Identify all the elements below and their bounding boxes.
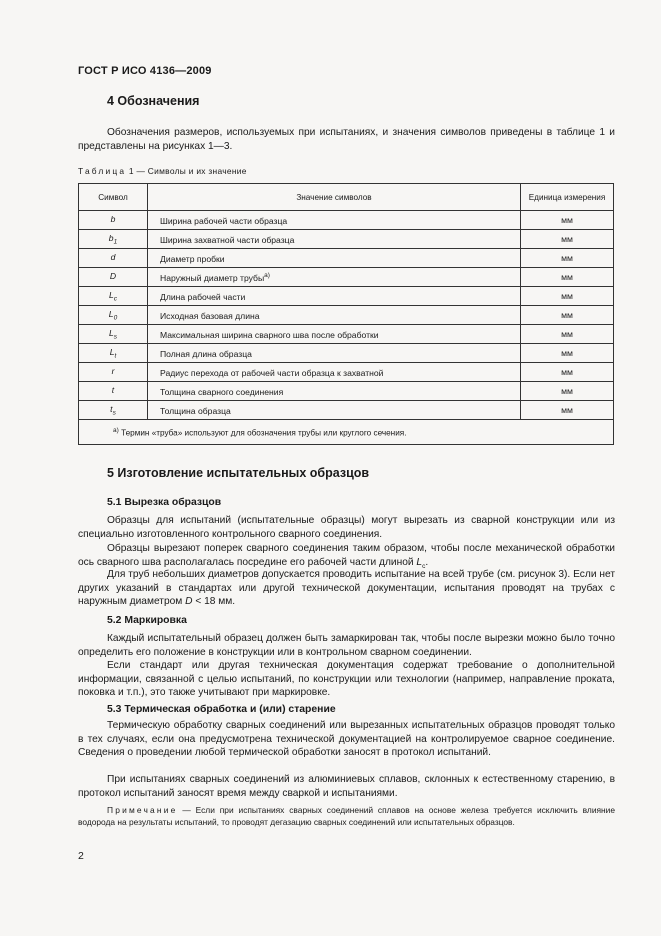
meaning-text: Ширина рабочей части образца xyxy=(160,215,288,226)
symbol-letter: r xyxy=(111,365,115,376)
meaning-text: Максимальная ширина сварного шва после обработки xyxy=(160,329,379,340)
subsection-5-1-title: 5.1 Вырезка образцов xyxy=(107,497,222,508)
table-caption-text: 1 — Символы и их значение xyxy=(128,166,247,176)
table-footnote-row xyxy=(79,420,614,445)
symbol-cell xyxy=(79,382,148,401)
symbol-cell xyxy=(79,268,148,287)
table-row xyxy=(79,306,614,325)
symbol-cell xyxy=(79,306,148,325)
unit-cell: мм xyxy=(521,401,614,420)
meaning-cell xyxy=(148,211,521,230)
symbols-table xyxy=(78,183,614,445)
section-4-paragraph: Обозначения размеров, используемых при испытаниях, и значения символов приведены в таблице 1 и представлены на рисунках 1—3. xyxy=(78,127,615,152)
table-caption-word: Таблица xyxy=(78,166,127,176)
note-block xyxy=(78,804,615,829)
symbol-letter: L xyxy=(108,308,114,319)
subsection-5-3-paragraph-2: При испытаниях сварных соединений из алюминиевых сплавов, склонных к естественному старению, в протокол испытаний заносят время между сваркой и испытаниями. xyxy=(78,774,615,799)
symbol-cell xyxy=(79,325,148,344)
symbol-cell xyxy=(79,287,148,306)
meaning-text: Диаметр пробки xyxy=(160,253,225,264)
subsection-5-3-title: 5.3 Термическая обработка и (или) старение xyxy=(107,704,336,715)
meaning-text: Толщина образца xyxy=(160,405,231,416)
meaning-text: Исходная базовая длина xyxy=(160,310,260,321)
symbol-letter: b xyxy=(110,213,116,224)
subsection-5-2-paragraph-2: Если стандарт или другая техническая документация содержат требование о дополнительной информации, связанной с целью испытаний, по конструкции или технологии (например, направление проката, поковка и т.п.), это также учитывают при маркировке. xyxy=(78,660,615,699)
unit-cell: мм xyxy=(521,363,614,382)
page-number: 2 xyxy=(78,850,84,862)
subsection-5-1-paragraph-1: Образцы для испытаний (испытательные образцы) могут вырезать из сварной конструкции или из специально изготовленного контрольного сварного соединения. xyxy=(78,515,615,540)
symbol-cell xyxy=(79,344,148,363)
table-row xyxy=(79,382,614,401)
symbol-letter: b xyxy=(108,232,114,243)
note-text: — Если при испытаниях сварных соединений сплавов на основе железа требуется исключить влияние водорода на результаты испытаний, то проводят дегазацию сварных соединений или испытательных образцов. xyxy=(78,805,615,828)
section-4-title: 4 Обозначения xyxy=(107,94,200,108)
symbol-letter: L xyxy=(109,346,115,357)
table-row xyxy=(79,230,614,249)
symbol-letter: D xyxy=(109,270,117,281)
table-row xyxy=(79,268,614,287)
meaning-cell xyxy=(148,344,521,363)
meaning-cell xyxy=(148,325,521,344)
symbol-subscript: s xyxy=(112,409,116,417)
meaning-cell xyxy=(148,363,521,382)
symbol-subscript: s xyxy=(113,333,118,341)
table-row xyxy=(79,363,614,382)
note-label: Примечание xyxy=(107,805,178,815)
meaning-cell xyxy=(148,287,521,306)
symbol-lc-subscript: c xyxy=(422,562,426,570)
unit-cell: мм xyxy=(521,211,614,230)
symbol-letter: t xyxy=(110,403,113,414)
symbol-letter: L xyxy=(108,327,114,338)
table-row xyxy=(79,249,614,268)
unit-cell: мм xyxy=(521,382,614,401)
table-row xyxy=(79,344,614,363)
paragraph-text-end: < 18 мм. xyxy=(192,596,236,608)
symbol-letter: L xyxy=(108,289,114,300)
footnote-mark: а) xyxy=(113,426,119,434)
meaning-text: Полная длина образца xyxy=(160,348,252,359)
unit-cell: мм xyxy=(521,325,614,344)
symbol-letter: d xyxy=(110,251,116,262)
symbol-subscript: 0 xyxy=(113,314,118,322)
meaning-text: Толщина сварного соединения xyxy=(160,386,284,397)
paragraph-text: Для труб небольших диаметров допускается проводить испытание на всей трубе (см. рисунок 3). Если нет других указаний в стандартах или другой технической документации, испытания проводят на трубах с наружным диаметром xyxy=(78,569,615,608)
meaning-cell xyxy=(148,249,521,268)
symbol-cell xyxy=(79,211,148,230)
table-footnote xyxy=(79,420,614,445)
subsection-5-2-title: 5.2 Маркировка xyxy=(107,615,187,626)
column-header-unit: Единица измерения xyxy=(521,184,614,211)
footnote-text: Термин «труба» используют для обозначения трубы или круглого сечения. xyxy=(121,428,407,438)
symbol-cell xyxy=(79,230,148,249)
subsection-5-1-paragraph-3 xyxy=(78,568,615,609)
column-header-meaning: Значение символов xyxy=(148,184,521,211)
symbol-subscript: 1 xyxy=(113,238,118,246)
meaning-text: Радиус перехода от рабочей части образца к захватной xyxy=(160,367,384,378)
symbol-subscript: c xyxy=(113,295,118,303)
table-body xyxy=(79,211,614,420)
table-header-row xyxy=(79,184,614,211)
symbol-cell xyxy=(79,363,148,382)
unit-cell: мм xyxy=(521,287,614,306)
meaning-cell xyxy=(148,401,521,420)
column-header-symbol: Символ xyxy=(79,184,148,211)
table-1-caption xyxy=(78,166,247,176)
unit-cell: мм xyxy=(521,268,614,287)
table-row xyxy=(79,325,614,344)
document-code-header: ГОСТ Р ИСО 4136—2009 xyxy=(78,65,212,77)
meaning-cell xyxy=(148,306,521,325)
symbol-lc: L xyxy=(416,556,423,568)
paragraph-text: Образцы вырезают поперек сварного соединения таким образом, чтобы после механической обработки ось сварного шва располагалась посредине его рабочей части длиной xyxy=(78,543,615,568)
symbol-subscript: t xyxy=(114,352,117,360)
unit-cell: мм xyxy=(521,249,614,268)
unit-cell: мм xyxy=(521,230,614,249)
table-row xyxy=(79,287,614,306)
meaning-cell xyxy=(148,268,521,287)
meaning-cell xyxy=(148,382,521,401)
meaning-text: Ширина захватной части образца xyxy=(160,234,295,245)
meaning-text: Длина рабочей части xyxy=(160,291,246,302)
unit-cell: мм xyxy=(521,344,614,363)
symbol-cell xyxy=(79,401,148,420)
meaning-footnote-ref: а) xyxy=(264,271,270,279)
paragraph-text-end: . xyxy=(425,556,429,568)
subsection-5-2-paragraph-1: Каждый испытательный образец должен быть замаркирован так, чтобы после вырезки можно было точно определить его положение в конструкции или в контрольном сварном соединении. xyxy=(78,633,615,658)
symbol-cell xyxy=(79,249,148,268)
symbol-letter: t xyxy=(111,384,115,395)
unit-cell: мм xyxy=(521,306,614,325)
table-row xyxy=(79,401,614,420)
table-row xyxy=(79,211,614,230)
section-5-title: 5 Изготовление испытательных образцов xyxy=(107,466,370,480)
symbol-d: D xyxy=(185,596,193,608)
meaning-text: Наружный диаметр трубы xyxy=(160,272,265,283)
meaning-cell xyxy=(148,230,521,249)
subsection-5-3-paragraph-1: Термическую обработку сварных соединений или вырезанных испытательных образцов проводят только в тех случаях, если она предусмотрена технической документацией на контролируемое сварное соединение. Сведения о проведении любой термической обработки заносят в протокол испытаний. xyxy=(78,720,615,759)
